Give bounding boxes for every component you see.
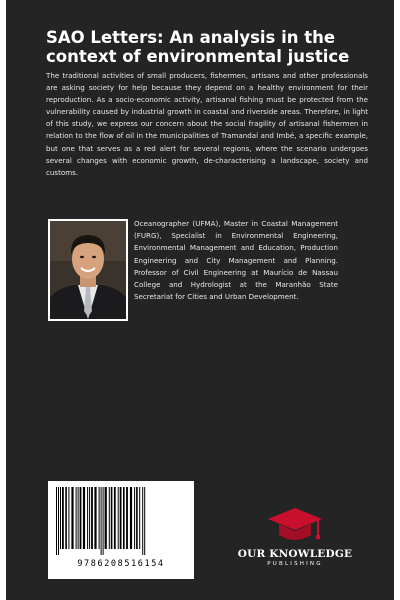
barcode-bar (142, 487, 143, 555)
barcode-bar (105, 487, 107, 549)
barcode-bar (114, 487, 116, 549)
barcode-bar (56, 487, 57, 555)
barcode-bar (123, 487, 125, 549)
isbn-number: 9786208516154 (77, 559, 165, 569)
barcode-bar (91, 487, 93, 549)
barcode-bar (109, 487, 110, 549)
barcode-bar (134, 487, 135, 549)
author-bio: Oceanographer (UFMA), Master in Coastal Management (FURG), Specialist in Environmental Engineering, Environmental Management and Education, Production Engineering and City Management and Planning. Professor of Civil Engineering at Maurício de Nassau College and Hydrologist at the Maranhão State Secretariat for Cities and Urban Development. (134, 219, 338, 302)
book-title: SAO Letters: An analysis in the context of environmental justice (46, 28, 350, 66)
barcode-bar (136, 487, 138, 549)
barcode-bar (111, 487, 113, 549)
publisher-name: OUR KNOWLEDGE (237, 548, 353, 560)
barcode-bar (118, 487, 119, 549)
publisher-tagline: PUBLISHING (267, 561, 323, 567)
barcode-bar (126, 487, 128, 549)
barcode-bar (60, 487, 61, 549)
barcode-bar (87, 487, 88, 549)
barcode-bar (139, 487, 140, 549)
barcode-bar (62, 487, 64, 549)
barcode-bar (65, 487, 67, 549)
barcode-bar (71, 487, 73, 549)
barcode-bar (103, 487, 104, 555)
barcode-bar (76, 487, 77, 549)
isbn-barcode (48, 481, 194, 579)
book-summary: The traditional activities of small producers, fishermen, artisans and other professionals are asking society for help because they depend on a healthy environment for their reproduction. As a socio-economic activity, artisanal fishing must be protected from the vulnerability caused by industrial growth in coastal and riverside areas. Therefore, in light of this study, we express our concern about the social fragility of artisanal fishermen in relation to the flow of oil in the municipalities of Tramandaí and Imbé, a specific example, but one that serves as a red alert for several regions, where the scenario undergoes several changes with economic growth, de-characterising a landscape, society and customs. (46, 71, 368, 177)
barcode-bar (94, 487, 96, 549)
barcode-bar (68, 487, 69, 549)
barcode-bar (89, 487, 90, 549)
barcode-bar (120, 487, 122, 549)
back-cover (6, 0, 394, 600)
publisher-logo (230, 505, 360, 575)
barcode-bar (101, 487, 102, 555)
barcode-bar (144, 487, 145, 555)
barcode-bar (80, 487, 82, 549)
barcode-bar (83, 487, 85, 549)
barcode-bar (58, 487, 59, 555)
barcode-bars (54, 487, 188, 555)
barcode-bar (99, 487, 100, 549)
author-photo (48, 219, 128, 321)
barcode-bar (130, 487, 132, 549)
graduation-cap-icon (264, 505, 326, 545)
barcode-bar (78, 487, 79, 549)
